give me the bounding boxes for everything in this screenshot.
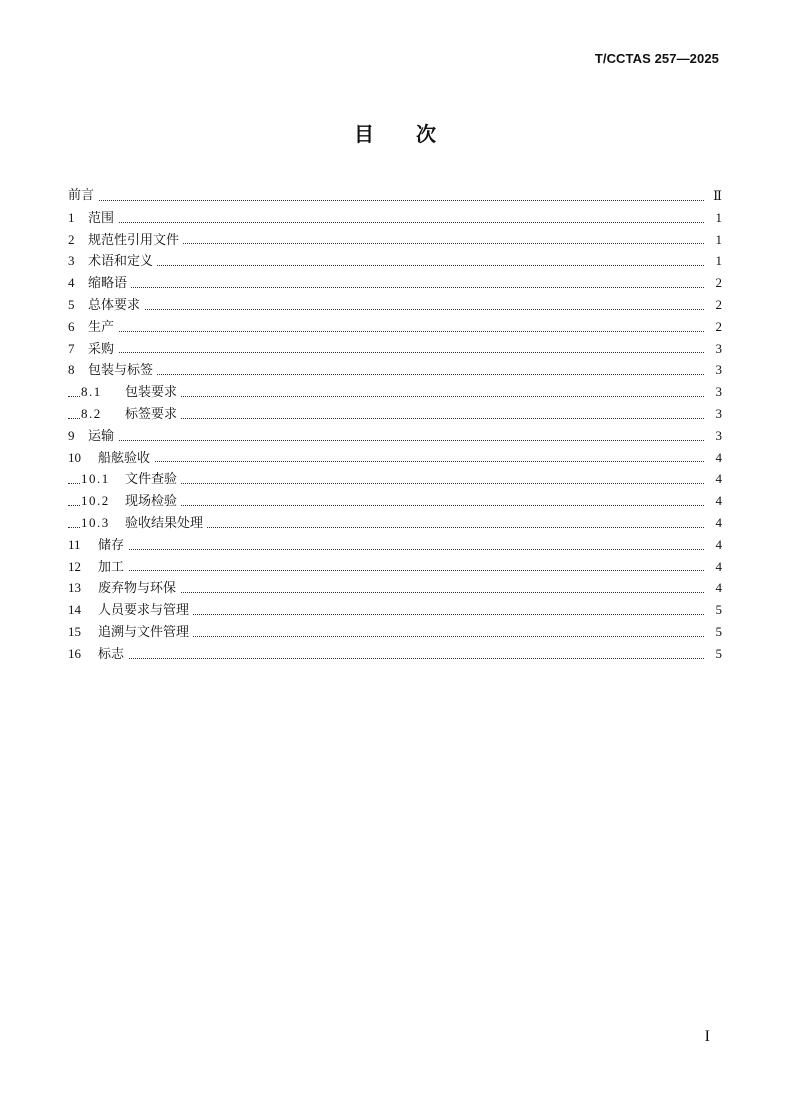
toc-entry[interactable] — [68, 229, 722, 251]
toc-leader-dots — [68, 309, 704, 310]
toc-entry-page: 3 — [713, 425, 723, 447]
toc-entry-page: 4 — [713, 512, 723, 534]
toc-entry-label: 术语和定义 — [88, 254, 154, 270]
toc-entry-lead — [81, 403, 181, 426]
toc-entry[interactable] — [68, 425, 722, 447]
table-of-contents — [68, 185, 722, 665]
toc-entry-label: 包装要求 — [125, 385, 178, 401]
toc-leader-dots — [68, 461, 704, 462]
document-code: T/CCTAS 257—2025 — [594, 51, 719, 66]
toc-entry-lead — [68, 338, 118, 361]
toc-entry[interactable] — [68, 599, 722, 621]
toc-entry-label: 船舷验收 — [98, 450, 151, 466]
toc-entry-number: 13 — [68, 580, 81, 596]
toc-entry-label: 追溯与文件管理 — [98, 624, 190, 640]
toc-entry-page: Ⅱ — [710, 185, 722, 207]
toc-entry-number: 11 — [68, 536, 81, 552]
toc-entry[interactable] — [68, 338, 722, 360]
toc-title — [0, 118, 790, 147]
toc-entry[interactable] — [68, 621, 722, 643]
toc-entry-page: 4 — [713, 490, 723, 512]
toc-entry-page: 4 — [713, 534, 723, 556]
toc-entry-lead — [68, 207, 118, 230]
toc-entry-number: 8.2 — [81, 405, 102, 421]
toc-entry-number: 6 — [68, 318, 75, 334]
toc-entry-lead — [68, 577, 180, 600]
toc-leader-dots — [68, 570, 704, 571]
toc-entry-page: 4 — [713, 556, 723, 578]
toc-entry-number: 10.1 — [81, 471, 110, 487]
toc-entry-number: 1 — [68, 209, 75, 225]
toc-entry-lead — [68, 534, 128, 557]
toc-entry-page: 1 — [713, 207, 723, 229]
toc-leader-dots — [68, 331, 704, 332]
toc-entry[interactable] — [68, 294, 722, 316]
toc-entry-page: 2 — [713, 272, 723, 294]
toc-entry-number: 15 — [68, 623, 81, 639]
toc-entry[interactable] — [68, 185, 722, 207]
toc-entry-page: 1 — [713, 250, 723, 272]
toc-entry-label: 包装与标签 — [88, 363, 154, 379]
toc-entry-label: 储存 — [98, 537, 125, 553]
toc-entry[interactable] — [68, 316, 722, 338]
toc-entry-lead — [68, 185, 98, 207]
toc-leader-dots — [68, 200, 704, 201]
toc-entry-label: 文件查验 — [125, 472, 178, 488]
toc-entry-number: 2 — [68, 231, 75, 247]
toc-entry-page: 2 — [713, 294, 723, 316]
toc-entry-lead — [81, 490, 181, 513]
toc-entry[interactable] — [68, 272, 722, 294]
toc-leader-dots — [68, 222, 704, 223]
toc-entry-label: 生产 — [88, 319, 115, 335]
toc-entry-lead — [68, 250, 157, 273]
toc-entry[interactable] — [68, 577, 722, 599]
toc-entry-label: 采购 — [88, 341, 115, 357]
toc-leader-dots — [68, 352, 704, 353]
toc-entry-label: 缩略语 — [88, 276, 128, 292]
toc-entry-page: 5 — [713, 621, 723, 643]
toc-entry[interactable] — [68, 534, 722, 556]
toc-entry-number: 9 — [68, 427, 75, 443]
toc-entry[interactable] — [68, 381, 722, 403]
toc-entry-number: 10.2 — [81, 493, 110, 509]
toc-entry-number: 8 — [68, 362, 75, 378]
toc-entry-label: 现场检验 — [125, 494, 178, 510]
toc-entry[interactable] — [68, 512, 722, 534]
toc-entry-number: 16 — [68, 645, 81, 661]
toc-entry-lead — [81, 512, 207, 535]
toc-entry[interactable] — [68, 556, 722, 578]
toc-entry[interactable] — [68, 468, 722, 490]
toc-entry[interactable] — [68, 490, 722, 512]
toc-entry-label: 标志 — [98, 646, 125, 662]
toc-entry-label: 总体要求 — [88, 297, 141, 313]
toc-entry-page: 3 — [713, 381, 723, 403]
toc-leader-dots — [68, 374, 704, 375]
toc-entry-lead — [68, 294, 144, 317]
toc-entry[interactable] — [68, 403, 722, 425]
toc-entry-lead — [68, 599, 193, 622]
toc-entry-number: 12 — [68, 558, 81, 574]
toc-entry-lead — [68, 556, 128, 579]
toc-entry[interactable] — [68, 359, 722, 381]
toc-entry-page: 5 — [713, 599, 723, 621]
toc-entry-page: 3 — [713, 359, 723, 381]
toc-entry-lead — [68, 621, 193, 644]
toc-entry-number: 14 — [68, 602, 81, 618]
toc-title-part2: 次 — [416, 122, 436, 146]
toc-entry-lead — [81, 468, 181, 491]
toc-entry-lead — [81, 381, 181, 404]
toc-entry-label: 范围 — [88, 210, 115, 226]
toc-entry-lead — [68, 272, 131, 295]
toc-entry-number: 8.1 — [81, 384, 102, 400]
toc-entry-lead — [68, 359, 157, 382]
toc-entry-label: 废弃物与环保 — [98, 581, 177, 597]
toc-entry-page: 4 — [713, 468, 723, 490]
toc-entry-label: 加工 — [98, 559, 125, 575]
toc-entry-page: 4 — [713, 577, 723, 599]
page-number: I — [704, 1028, 710, 1045]
toc-entry-label: 验收结果处理 — [125, 515, 204, 531]
toc-entry-label: 标签要求 — [125, 406, 178, 422]
toc-entry[interactable] — [68, 207, 722, 229]
toc-entry-number: 3 — [68, 253, 75, 269]
toc-entry[interactable] — [68, 447, 722, 469]
toc-entry-number: 7 — [68, 340, 75, 356]
toc-title-part1: 目 — [354, 122, 374, 146]
toc-entry-lead — [68, 643, 128, 666]
toc-entry-page: 1 — [713, 229, 723, 251]
toc-leader-dots — [68, 265, 704, 266]
toc-entry-label: 人员要求与管理 — [98, 603, 190, 619]
toc-entry-number: 10.3 — [81, 514, 110, 530]
toc-entry-label: 前言 — [68, 188, 95, 203]
toc-leader-dots — [68, 440, 704, 441]
toc-entry-lead — [68, 316, 118, 339]
toc-entry-number: 5 — [68, 296, 75, 312]
toc-entry-label: 规范性引用文件 — [88, 232, 180, 248]
toc-entry-page: 5 — [713, 643, 723, 665]
toc-entry-label: 运输 — [88, 428, 115, 444]
toc-entry-page: 3 — [713, 403, 723, 425]
toc-leader-dots — [68, 287, 704, 288]
toc-entry-lead — [68, 229, 183, 252]
toc-leader-dots — [68, 549, 704, 550]
toc-entry-page: 4 — [713, 447, 723, 469]
toc-entry-lead — [68, 425, 118, 448]
toc-entry-number: 4 — [68, 275, 75, 291]
toc-entry-page: 3 — [713, 338, 723, 360]
toc-entry[interactable] — [68, 643, 722, 665]
toc-entry-number: 10 — [68, 449, 81, 465]
toc-entry-page: 2 — [713, 316, 723, 338]
toc-entry-lead — [68, 447, 154, 470]
toc-entry[interactable] — [68, 250, 722, 272]
toc-leader-dots — [68, 658, 704, 659]
